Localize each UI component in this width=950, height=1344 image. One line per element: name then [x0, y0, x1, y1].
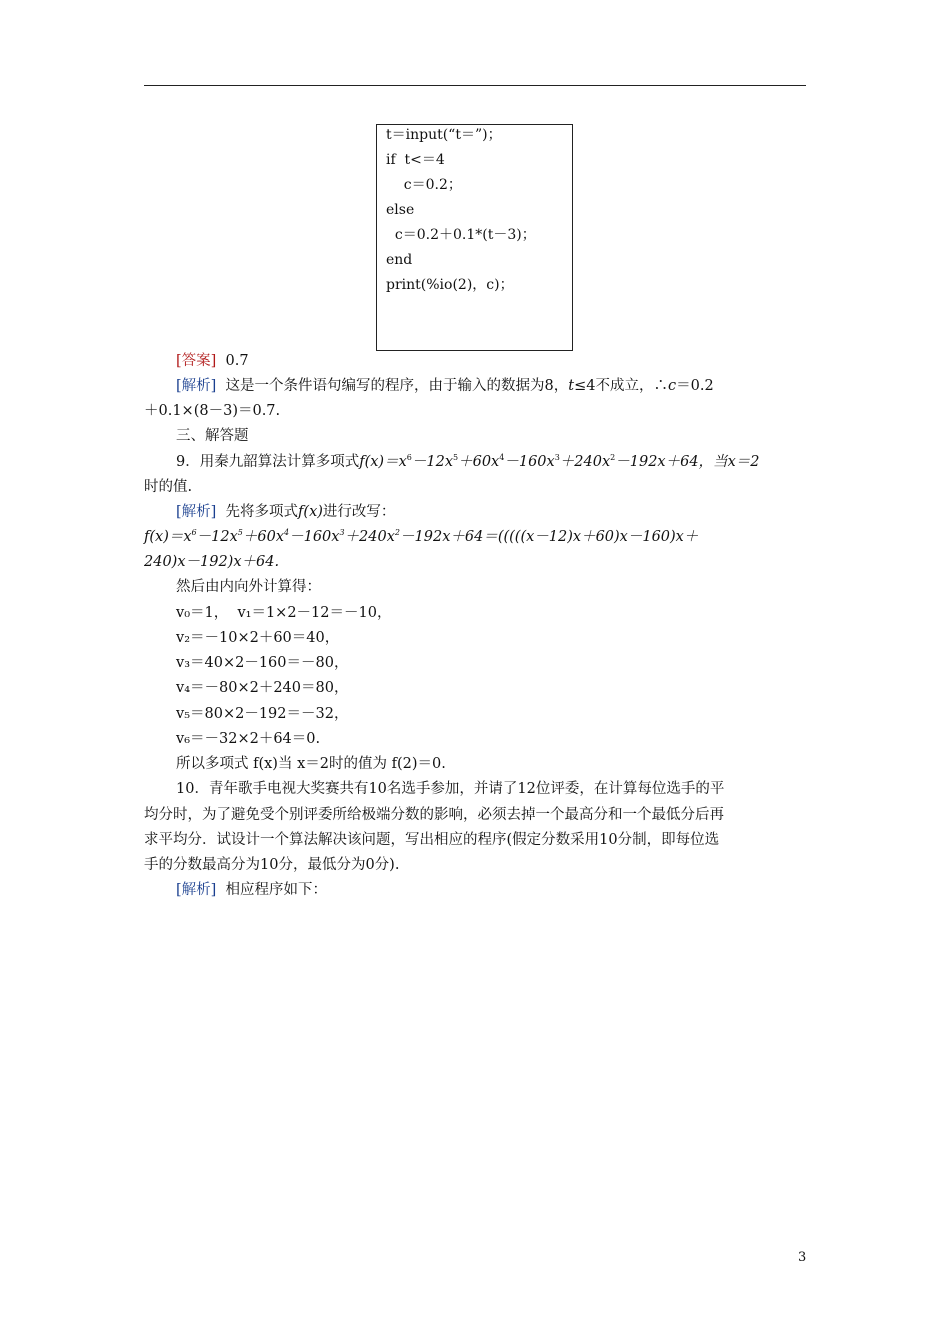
solution-tag: [解析]	[176, 882, 217, 898]
question-10-line: 求平均分．试设计一个算法解决该问题，写出相应的程序(假定分数采用10分制，即每位选	[144, 832, 720, 848]
analysis-text: ≤4不成立，∴	[574, 378, 668, 394]
eq-part: －12x	[196, 529, 238, 545]
eq-part: ＋60x	[242, 529, 285, 545]
solution-10	[176, 881, 327, 899]
q9-fx: f(x)＝x	[359, 454, 407, 470]
analysis-var: t	[568, 378, 575, 394]
solution-9-equation-2: 240)x－192)x＋64.	[144, 554, 280, 570]
code-line: else	[386, 202, 415, 218]
question-10-line: 均分时，为了避免受个别评委所给极端分数的影响，必须去掉一个最高分和一个最低分后再	[144, 807, 724, 823]
answer-value: 0.7	[225, 353, 249, 369]
solution-step: v₄＝－80×2＋240＝80，	[176, 680, 349, 696]
question-9-line-2: 时的值.	[144, 479, 193, 495]
eq-part: f(x)＝x	[144, 529, 192, 545]
q9-term: －192x＋64，当	[615, 454, 728, 470]
page-number: 3	[798, 1250, 807, 1265]
solution-fx: f(x)	[298, 504, 323, 520]
q9-term: ＋240x	[559, 454, 611, 470]
analysis-line-2: ＋0.1×(8－3)＝0.7.	[144, 403, 281, 419]
solution-step: v₃＝40×2－160＝－80，	[176, 655, 349, 671]
analysis-tag: [解析]	[176, 378, 217, 394]
q9-cond: x＝2	[727, 454, 760, 470]
solution-9-then: 然后由内向外计算得：	[176, 579, 321, 595]
q9-term: －160x	[504, 454, 555, 470]
analysis-line	[176, 377, 714, 395]
section-heading: 三、解答题	[176, 428, 249, 444]
code-line: c＝0.2＋0.1*(t－3)；	[386, 227, 536, 243]
solution-text: 相应程序如下：	[225, 882, 328, 898]
analysis-text: 这是一个条件语句编写的程序，由于输入的数据为8，	[225, 378, 569, 394]
question-10-line: 10．青年歌手电视大奖赛共有10名选手参加，并请了12位评委，在计算每位选手的平	[176, 781, 725, 797]
answer-tag: [答案]	[176, 353, 217, 369]
answer-line	[176, 352, 249, 370]
q9-term: ＋60x	[458, 454, 500, 470]
solution-9-intro	[176, 503, 395, 521]
q9-text: 9．用秦九韶算法计算多项式	[176, 454, 360, 470]
solution-9-conclusion: 所以多项式 f(x)当 x＝2时的值为 f(2)＝0.	[176, 756, 446, 772]
question-9: 9．用秦九韶算法计算多项式$f(x)=x^6-12x^5+60x^4-160x^3+240x^2-192x+64$，当x＝2	[176, 453, 760, 470]
eq-part: －160x	[289, 529, 340, 545]
solution-text: 进行改写：	[322, 504, 396, 520]
code-line: t＝input(“t＝”)；	[386, 127, 502, 143]
solution-text: 先将多项式	[225, 504, 299, 520]
solution-step: v₂＝－10×2＋60＝40，	[176, 630, 340, 646]
solution-tag: [解析]	[176, 504, 217, 520]
code-line: print(%io(2)，c)；	[386, 277, 514, 293]
solution-step: v₀＝1， v₁＝1×2－12＝－10，	[176, 605, 392, 621]
question-10-line: 手的分数最高分为10分，最低分为0分).	[144, 857, 400, 873]
header-rule	[144, 85, 806, 86]
analysis-var: c	[667, 378, 677, 394]
solution-step: v₆＝－32×2＋64＝0.	[176, 731, 321, 747]
code-line: c＝0.2；	[386, 177, 462, 193]
eq-part: －192x＋64＝(((((x－12)x＋60)x－160)x＋	[400, 529, 699, 545]
eq-part: ＋240x	[344, 529, 395, 545]
solution-step: v₅＝80×2－192＝－32，	[176, 706, 349, 722]
analysis-text: ＝0.2	[676, 378, 714, 394]
solution-9-equation: $f(x)=x^6-12x^5+60x^4-160x^3+240x^2-192x+64=(((((x-12)x+60)x-160)x+$	[144, 528, 699, 545]
code-line: end	[386, 252, 413, 268]
code-line: if t<＝4	[386, 152, 445, 168]
q9-term: －12x	[411, 454, 454, 470]
